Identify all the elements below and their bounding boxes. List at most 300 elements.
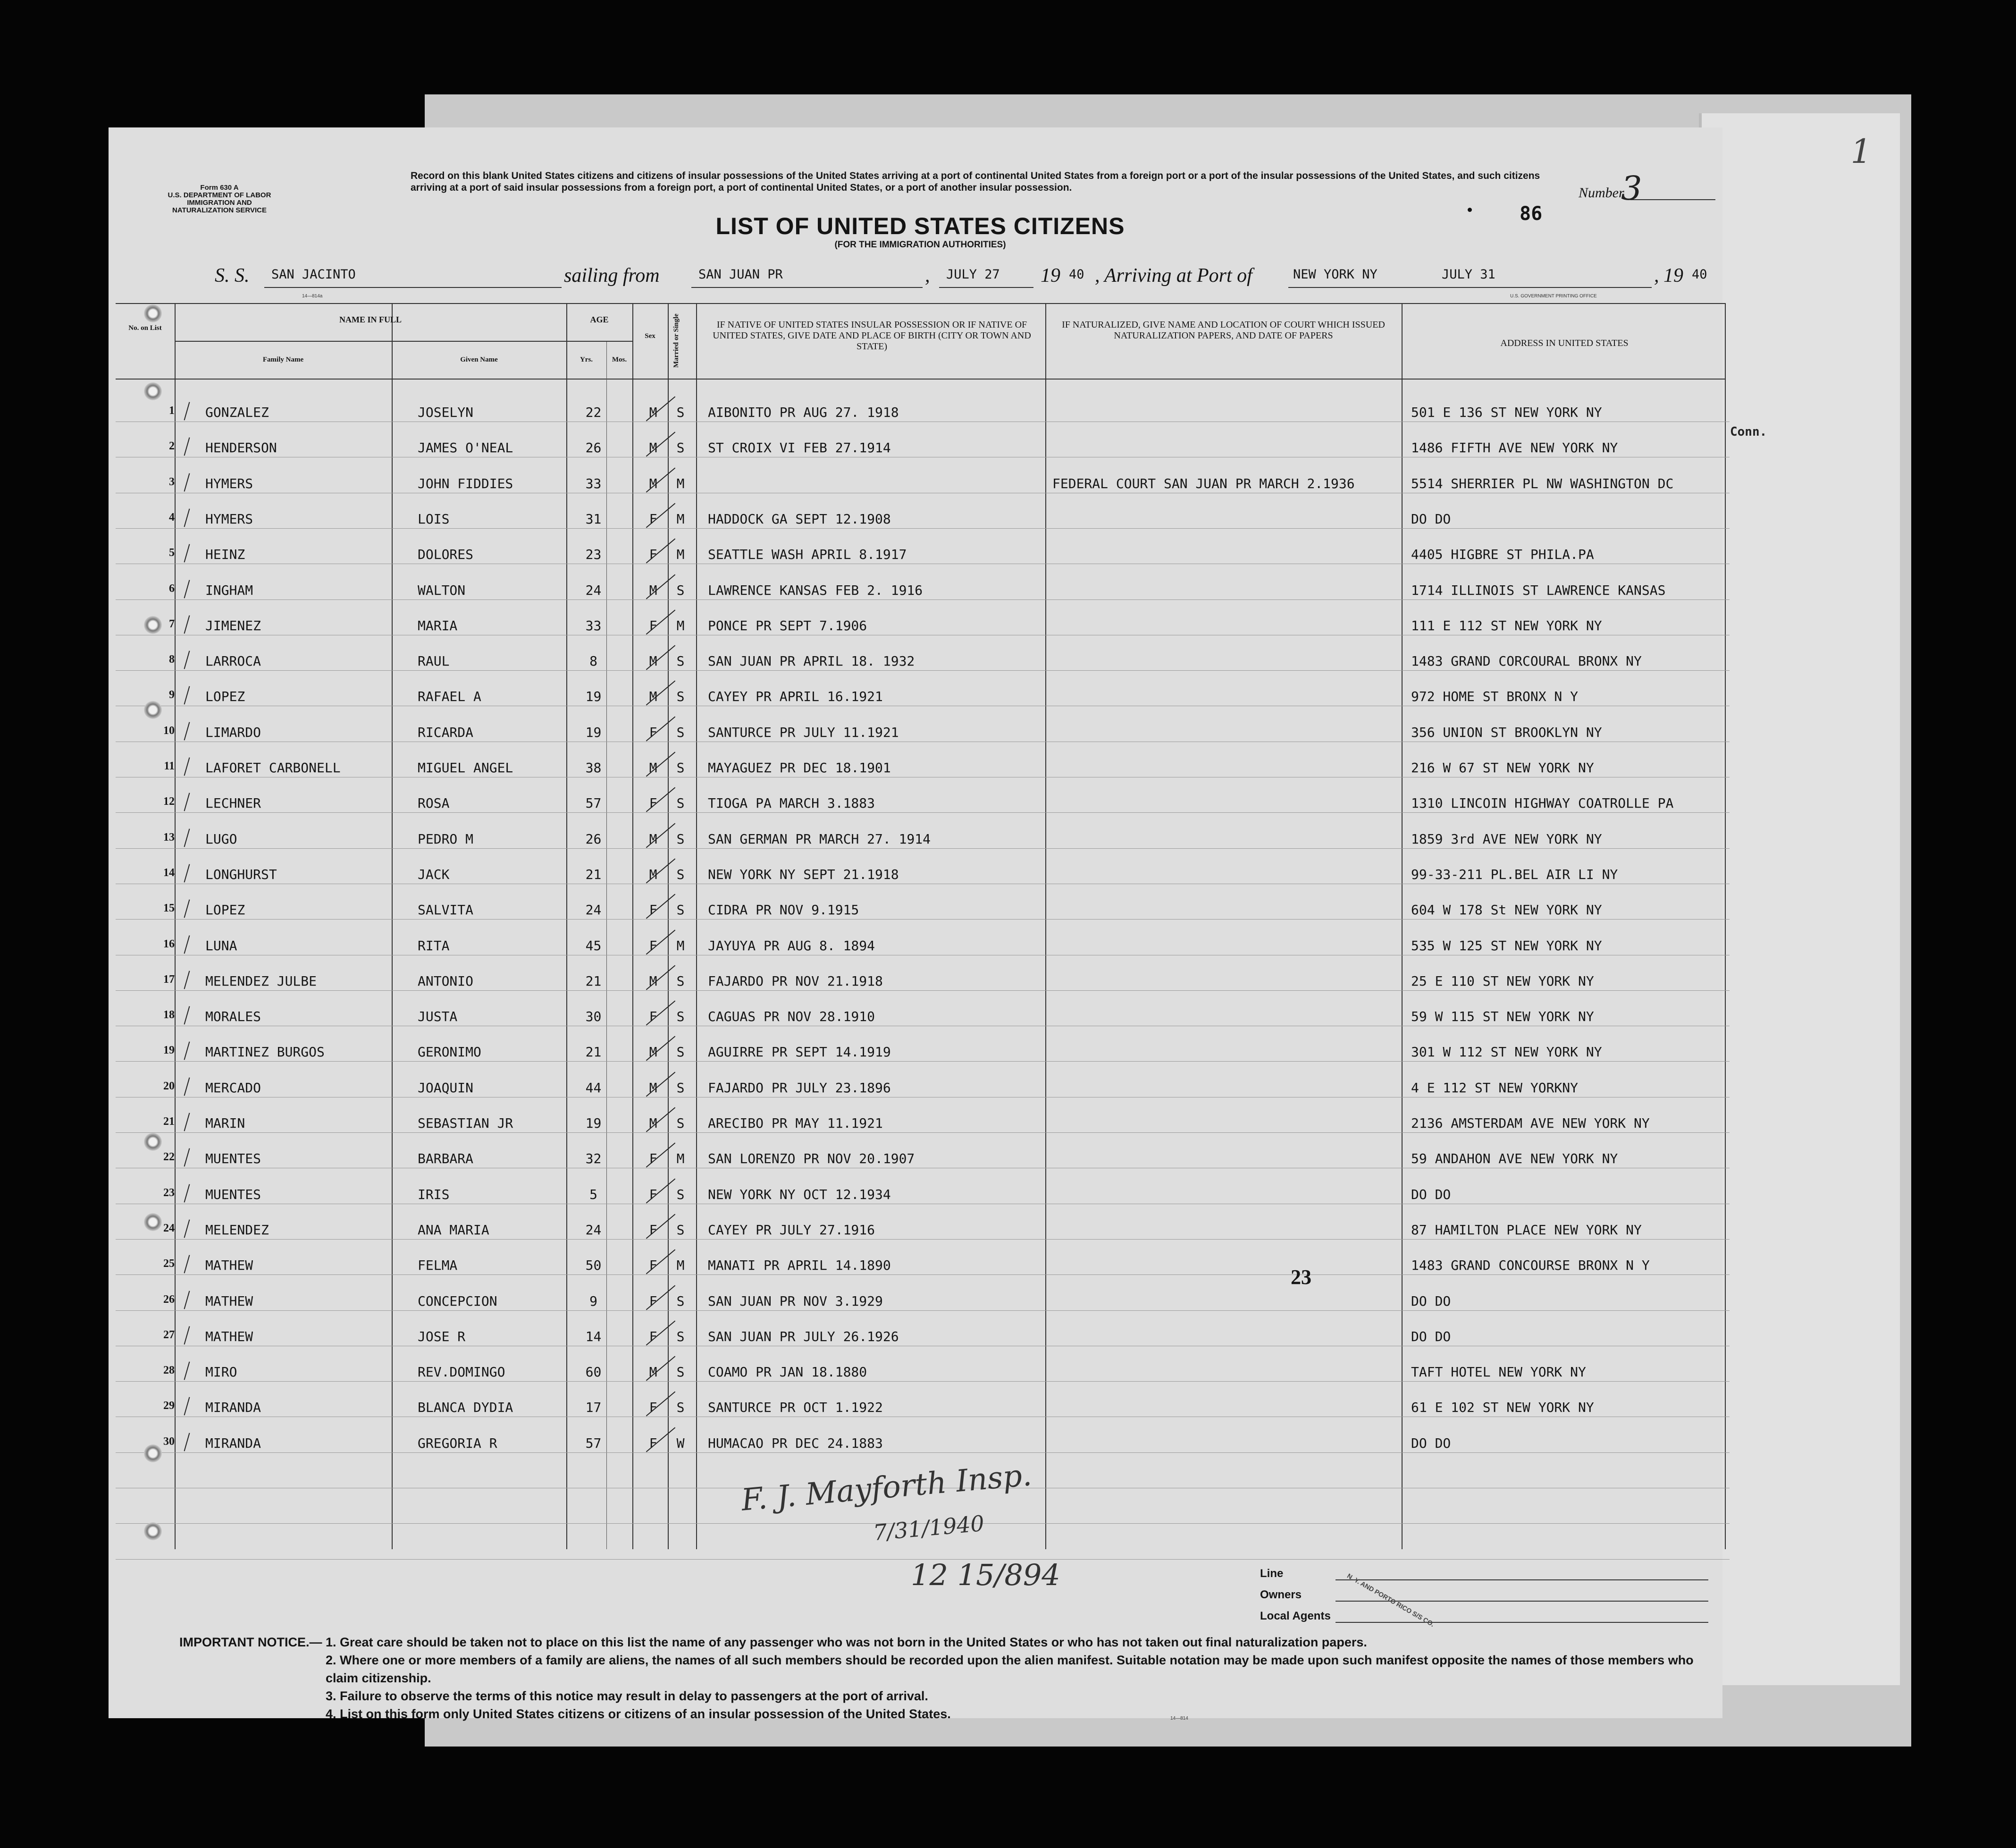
marital-status: S: [676, 1222, 685, 1238]
row-number: 23: [163, 1186, 175, 1199]
row-number: 22: [163, 1151, 175, 1164]
sex: F: [649, 1257, 657, 1274]
table-row: [116, 511, 1730, 547]
age-years: 9: [589, 1293, 597, 1309]
age-years: 19: [585, 1115, 602, 1131]
age-years: 21: [585, 1044, 602, 1060]
table-row: [116, 1187, 1730, 1222]
address: 1483 GRAND CORCOURAL BRONX NY: [1411, 653, 1642, 669]
sailing-label: sailing from: [564, 265, 660, 287]
sex: M: [649, 475, 657, 491]
stamp-number: 86: [1520, 203, 1543, 225]
family-name: MARIN: [205, 1115, 245, 1131]
marital-status: S: [676, 1115, 685, 1131]
address: 535 W 125 ST NEW YORK NY: [1411, 937, 1602, 954]
company-stamp: N. Y. AND PORTO RICO S/S CO.: [1346, 1572, 1436, 1629]
row-number: 19: [163, 1044, 175, 1057]
col-yrs: Yrs.: [580, 356, 593, 363]
address: 25 E 110 ST NEW YORK NY: [1411, 973, 1594, 989]
row-number: 10: [163, 724, 175, 737]
age-years: 14: [585, 1328, 602, 1344]
row-number: 26: [163, 1293, 175, 1306]
address: 87 HAMILTON PLACE NEW YORK NY: [1411, 1222, 1642, 1238]
birth-info: MAYAGUEZ PR DEC 18.1901: [708, 760, 891, 776]
arriving-label: Arriving at Port of: [1104, 265, 1252, 287]
binder-hole: [144, 1133, 162, 1151]
handwritten-code: 12 15/894: [911, 1558, 1060, 1592]
check-tick: [184, 900, 190, 918]
check-tick: [184, 580, 190, 598]
check-tick: [184, 1291, 190, 1309]
line-label: Line: [1260, 1567, 1284, 1580]
row-number: 6: [169, 582, 175, 595]
given-name: RAUL: [418, 653, 450, 669]
birth-info: SAN JUAN PR JULY 26.1926: [708, 1328, 899, 1344]
notice-item-4: 4. List on this form only United States citizens or citizens of an insular possession of the United States.: [326, 1707, 951, 1721]
family-name: LOPEZ: [205, 689, 245, 705]
row-number: 2: [169, 440, 175, 453]
family-name: LAFORET CARBONELL: [205, 760, 341, 776]
right-margin-fragment: Conn.: [1730, 425, 1767, 439]
col-given: Given Name: [460, 356, 498, 363]
number-value: 3: [1621, 169, 1642, 208]
given-name: LOIS: [418, 511, 450, 527]
table-row: [116, 1364, 1730, 1400]
sex: M: [649, 1364, 657, 1380]
family-name: MIRO: [205, 1364, 237, 1380]
row-number: 15: [163, 902, 175, 915]
given-name: IRIS: [418, 1186, 450, 1202]
family-name: MUENTES: [205, 1151, 261, 1167]
given-name: REV.DOMINGO: [418, 1364, 505, 1380]
table-row: [116, 1009, 1730, 1044]
sex: F: [649, 724, 657, 740]
age-years: 5: [589, 1186, 597, 1202]
arrive-year: 40: [1692, 267, 1707, 282]
table-row: [116, 831, 1730, 867]
family-name: HYMERS: [205, 475, 253, 491]
binder-hole: [144, 701, 162, 719]
address: 1310 LINCOIN HIGHWAY COATROLLE PA: [1411, 795, 1674, 811]
check-tick: [184, 438, 190, 456]
marital-status: M: [676, 937, 685, 954]
check-tick: [184, 544, 190, 563]
age-years: 24: [585, 582, 602, 598]
row-number: 20: [163, 1080, 175, 1092]
age-years: 26: [585, 440, 602, 456]
sex: F: [649, 1222, 657, 1238]
arrive-date: JULY 31: [1442, 267, 1495, 282]
family-name: MUENTES: [205, 1186, 261, 1202]
check-tick: [184, 1219, 190, 1238]
check-tick: [184, 508, 190, 527]
row-number: 28: [163, 1364, 175, 1377]
age-years: 45: [585, 937, 602, 954]
address: 216 W 67 ST NEW YORK NY: [1411, 760, 1594, 776]
family-name: LECHNER: [205, 795, 261, 811]
sex: F: [649, 1186, 657, 1202]
given-name: JUSTA: [418, 1009, 458, 1025]
birth-info: JAYUYA PR AUG 8. 1894: [708, 937, 875, 954]
marital-status: S: [676, 902, 685, 918]
given-name: JOSELYN: [418, 405, 474, 420]
birth-info: SANTURCE PR JULY 11.1921: [708, 724, 899, 740]
table-row: [116, 689, 1730, 724]
age-years: 22: [585, 405, 602, 420]
table-row: [116, 1435, 1730, 1471]
address: 59 ANDAHON AVE NEW YORK NY: [1411, 1151, 1618, 1167]
department-line: U.S. DEPARTMENT OF LABOR: [168, 191, 271, 199]
age-years: 31: [585, 511, 602, 527]
age-years: 21: [585, 973, 602, 989]
age-years: 19: [585, 689, 602, 705]
age-years: 21: [585, 866, 602, 882]
marital-status: W: [676, 1435, 685, 1451]
address: 5514 SHERRIER PL NW WASHINGTON DC: [1411, 475, 1674, 491]
table-row: [116, 1257, 1730, 1293]
service-line-2: NATURALIZATION SERVICE: [172, 206, 267, 214]
table-row: [116, 547, 1730, 582]
row-number: 8: [169, 653, 175, 666]
marital-status: M: [676, 617, 685, 633]
table-row: [116, 1329, 1730, 1364]
sex: F: [649, 795, 657, 811]
marital-status: M: [676, 1257, 685, 1274]
col-mos: Mos.: [612, 356, 627, 363]
ship-name: SAN JACINTO: [271, 267, 356, 282]
number-label: Number: [1579, 185, 1624, 201]
family-name: HYMERS: [205, 511, 253, 527]
table-row: [116, 582, 1730, 618]
manifest-page: [109, 127, 1722, 1721]
table-row: [116, 653, 1730, 689]
row-number: 29: [163, 1400, 175, 1412]
family-name: MELENDEZ: [205, 1222, 269, 1238]
row-number: 11: [164, 760, 175, 772]
family-name: LUNA: [205, 937, 237, 954]
age-years: 26: [585, 831, 602, 847]
sex: M: [649, 1080, 657, 1096]
birth-info: SAN LORENZO PR NOV 20.1907: [708, 1151, 915, 1167]
row-number: 3: [169, 475, 175, 488]
form-instructions: Record on this blank United States citizens and citizens of insular possessions of the United States arriving at a port of continental United States from a foreign port or a port of the insular possessions of the United States, and such citizens arriving at a port of said insular possessions from a foreign port, a port of continental United States, or a port of another insular possession.: [411, 170, 1540, 193]
form-number: Form 630 A: [200, 184, 239, 192]
table-row: [116, 1293, 1730, 1329]
marital-status: S: [676, 1186, 685, 1202]
row-number: 14: [163, 866, 175, 879]
marital-status: S: [676, 724, 685, 740]
row-number: 27: [163, 1328, 175, 1341]
row-number: 17: [163, 973, 175, 986]
given-name: FELMA: [418, 1257, 458, 1274]
age-years: 38: [585, 760, 602, 776]
check-tick: [184, 722, 190, 740]
birth-info: CIDRA PR NOV 9.1915: [708, 902, 859, 918]
table-row: [116, 618, 1730, 653]
address: 1859 3rd AVE NEW YORK NY: [1411, 831, 1602, 847]
address: 2136 AMSTERDAM AVE NEW YORK NY: [1411, 1115, 1650, 1131]
birth-info: SAN JUAN PR APRIL 18. 1932: [708, 653, 915, 669]
address: TAFT HOTEL NEW YORK NY: [1411, 1364, 1586, 1380]
age-years: 57: [585, 1435, 602, 1451]
row-number: 7: [169, 617, 175, 630]
given-name: WALTON: [418, 582, 466, 598]
birth-info: AGUIRRE PR SEPT 14.1919: [708, 1044, 891, 1060]
age-years: 19: [585, 724, 602, 740]
voyage-line: S. S. SAN JACINTO sailing from SAN JUAN PR , JULY 27 19 40 , Arriving at Port of NEW YORK NY JULY 31 , 19 40: [109, 264, 1722, 293]
address: 1483 GRAND CONCOURSE BRONX N Y: [1411, 1257, 1650, 1274]
given-name: GERONIMO: [418, 1044, 481, 1060]
address: 99-33-211 PL.BEL AIR LI NY: [1411, 866, 1618, 882]
family-name: MIRANDA: [205, 1400, 261, 1416]
table-row: [116, 1151, 1730, 1186]
address: 1486 FIFTH AVE NEW YORK NY: [1411, 440, 1618, 456]
given-name: MIGUEL ANGEL: [418, 760, 513, 776]
row-number: 12: [163, 795, 175, 808]
given-name: JAMES O'NEAL: [418, 440, 513, 456]
marital-status: S: [676, 405, 685, 420]
binder-hole: [144, 382, 162, 400]
given-name: BLANCA DYDIA: [418, 1400, 513, 1416]
given-name: ANA MARIA: [418, 1222, 489, 1238]
marital-status: M: [676, 547, 685, 563]
age-years: 44: [585, 1080, 602, 1096]
depart-year: 40: [1069, 267, 1084, 282]
address: DO DO: [1411, 1435, 1451, 1451]
marital-status: S: [676, 653, 685, 669]
owners-label: Owners: [1260, 1588, 1302, 1601]
address: 301 W 112 ST NEW YORK NY: [1411, 1044, 1602, 1060]
address: 4405 HIGBRE ST PHILA.PA: [1411, 547, 1594, 563]
family-name: MARTINEZ BURGOS: [205, 1044, 325, 1060]
check-tick: [184, 402, 190, 420]
birth-info: ST CROIX VI FEB 27.1914: [708, 440, 891, 456]
check-tick: [184, 1148, 190, 1167]
print-code-bottom: 14—814: [1170, 1716, 1188, 1721]
check-tick: [184, 1433, 190, 1451]
ss-label: S. S.: [215, 265, 250, 287]
sex: M: [649, 440, 657, 456]
notice-heading: IMPORTANT NOTICE.—: [179, 1635, 322, 1649]
birth-info: NEW YORK NY OCT 12.1934: [708, 1186, 891, 1202]
check-tick: [184, 1326, 190, 1344]
marital-status: S: [676, 1400, 685, 1416]
sex: M: [649, 582, 657, 598]
row-number: 30: [163, 1435, 175, 1448]
sex: F: [649, 511, 657, 527]
notice-item-1: 1. Great care should be taken not to place on this list the name of any passenger who was not born in the United States or who has not taken out final naturalization papers.: [326, 1635, 1367, 1649]
marital-status: S: [676, 1293, 685, 1309]
birth-info: PONCE PR SEPT 7.1906: [708, 617, 867, 633]
age-years: 60: [585, 1364, 602, 1380]
table-row: [116, 938, 1730, 973]
margin-note: 1: [1850, 132, 1872, 171]
check-tick: [184, 864, 190, 882]
page-subtitle: (FOR THE IMMIGRATION AUTHORITIES): [834, 240, 1006, 250]
print-code-top: 14—814a: [302, 294, 323, 299]
birth-info: SAN GERMAN PR MARCH 27. 1914: [708, 831, 931, 847]
sex: M: [649, 1044, 657, 1060]
col-naturalized: IF NATURALIZED, GIVE NAME AND LOCATION OF COURT WHICH ISSUED NATURALIZATION PAPERS, AND DATE OF PAPERS: [1062, 320, 1385, 341]
family-name: LARROCA: [205, 653, 261, 669]
age-years: 32: [585, 1151, 602, 1167]
given-name: SALVITA: [418, 902, 474, 918]
row-number: 9: [169, 689, 175, 701]
family-name: JIMENEZ: [205, 617, 261, 633]
address: 501 E 136 ST NEW YORK NY: [1411, 405, 1602, 420]
check-tick: [184, 828, 190, 847]
check-tick: [184, 1362, 190, 1380]
table-row: [116, 725, 1730, 760]
col-no: No. on List: [128, 324, 162, 332]
binder-hole: [144, 616, 162, 634]
table-row: [116, 1222, 1730, 1257]
birth-info: AIBONITO PR AUG 27. 1918: [708, 405, 899, 420]
notice-item-3: 3. Failure to observe the terms of this notice may result in delay to passengers at the port of arrival.: [326, 1689, 928, 1703]
family-name: HEINZ: [205, 547, 245, 563]
table-row: [116, 760, 1730, 795]
check-tick: [184, 1184, 190, 1202]
address: DO DO: [1411, 511, 1451, 527]
check-tick: [184, 651, 190, 669]
age-years: 30: [585, 1009, 602, 1025]
agents-label: Local Agents: [1260, 1610, 1331, 1622]
binder-hole: [144, 1522, 162, 1540]
check-tick: [184, 615, 190, 633]
birth-info: COAMO PR JAN 18.1880: [708, 1364, 867, 1380]
marital-status: S: [676, 440, 685, 456]
marital-status: S: [676, 1364, 685, 1380]
marital-status: M: [676, 475, 685, 491]
age-years: 33: [585, 617, 602, 633]
col-sex: Sex: [645, 332, 655, 340]
sex: F: [649, 1151, 657, 1167]
family-name: MATHEW: [205, 1293, 253, 1309]
marital-status: S: [676, 582, 685, 598]
sex: F: [649, 937, 657, 954]
age-years: 17: [585, 1400, 602, 1416]
sex: M: [649, 760, 657, 776]
col-age: AGE: [590, 315, 609, 324]
depart-year-prefix: 19: [1041, 265, 1060, 287]
age-years: 24: [585, 902, 602, 918]
address: 111 E 112 ST NEW YORK NY: [1411, 617, 1602, 633]
age-years: 57: [585, 795, 602, 811]
family-name: MORALES: [205, 1009, 261, 1025]
arrive-port: NEW YORK NY: [1293, 267, 1378, 282]
check-tick: [184, 1113, 190, 1131]
address: 59 W 115 ST NEW YORK NY: [1411, 1009, 1594, 1025]
table-row: [116, 440, 1730, 475]
table-row: [116, 1044, 1730, 1080]
birth-info: HADDOCK GA SEPT 12.1908: [708, 511, 891, 527]
sex: M: [649, 689, 657, 705]
marital-status: S: [676, 973, 685, 989]
sex: F: [649, 547, 657, 563]
page-title: LIST OF UNITED STATES CITIZENS: [715, 213, 1125, 239]
depart-date: JULY 27: [946, 267, 1000, 282]
row-number: 24: [163, 1222, 175, 1234]
col-married: Married or Single: [672, 313, 680, 368]
row-number: 18: [163, 1009, 175, 1021]
family-name: LIMARDO: [205, 724, 261, 740]
family-name: MELENDEZ JULBE: [205, 973, 317, 989]
family-name: LUGO: [205, 831, 237, 847]
row-number: 21: [163, 1115, 175, 1128]
given-name: SEBASTIAN JR: [418, 1115, 513, 1131]
given-name: MARIA: [418, 617, 458, 633]
check-tick: [184, 793, 190, 811]
family-name: GONZALEZ: [205, 405, 269, 420]
table-row: [116, 795, 1730, 831]
given-name: RICARDA: [418, 724, 474, 740]
row-number: 5: [169, 547, 175, 559]
sex: M: [649, 1115, 657, 1131]
table-row: [116, 476, 1730, 511]
family-name: MERCADO: [205, 1080, 261, 1096]
given-name: ANTONIO: [418, 973, 474, 989]
binder-hole: [144, 1213, 162, 1231]
col-address: ADDRESS IN UNITED STATES: [1500, 338, 1629, 348]
family-name: HENDERSON: [205, 440, 277, 456]
birth-info: LAWRENCE KANSAS FEB 2. 1916: [708, 582, 923, 598]
service-line-1: IMMIGRATION AND: [187, 199, 252, 207]
sex: F: [649, 1328, 657, 1344]
age-years: 24: [585, 1222, 602, 1238]
family-name: INGHAM: [205, 582, 253, 598]
given-name: CONCEPCION: [418, 1293, 497, 1309]
check-tick: [184, 970, 190, 989]
table-row: [116, 973, 1730, 1009]
row-number: 4: [169, 511, 175, 523]
birth-info: ARECIBO PR MAY 11.1921: [708, 1115, 883, 1131]
birth-info: NEW YORK NY SEPT 21.1918: [708, 866, 899, 882]
binder-hole: [144, 304, 162, 322]
marital-status: M: [676, 1151, 685, 1167]
row-number: 1: [169, 405, 175, 417]
given-name: JOSE R: [418, 1328, 466, 1344]
address: 4 E 112 ST NEW YORKNY: [1411, 1080, 1579, 1096]
given-name: BARBARA: [418, 1151, 474, 1167]
marital-status: S: [676, 1328, 685, 1344]
print-code-right: U.S. GOVERNMENT PRINTING OFFICE: [1510, 294, 1597, 299]
birth-info: FAJARDO PR JULY 23.1896: [708, 1080, 891, 1096]
family-name: LOPEZ: [205, 902, 245, 918]
address: 972 HOME ST BRONX N Y: [1411, 689, 1579, 705]
sex: M: [649, 973, 657, 989]
address: 1714 ILLINOIS ST LAWRENCE KANSAS: [1411, 582, 1666, 598]
sex: M: [649, 405, 657, 420]
marital-status: S: [676, 1044, 685, 1060]
birth-info: TIOGA PA MARCH 3.1883: [708, 795, 875, 811]
check-tick: [184, 473, 190, 491]
check-tick: [184, 1042, 190, 1060]
from-port: SAN JUAN PR: [698, 267, 783, 282]
birth-info: SEATTLE WASH APRIL 8.1917: [708, 547, 907, 563]
marital-status: S: [676, 1080, 685, 1096]
family-name: MATHEW: [205, 1257, 253, 1274]
address: DO DO: [1411, 1293, 1451, 1309]
birth-info: MANATI PR APRIL 14.1890: [708, 1257, 891, 1274]
row-number: 16: [163, 937, 175, 950]
inspector-signature: F. J. Mayforth Insp.: [739, 1458, 1033, 1518]
age-years: 50: [585, 1257, 602, 1274]
notice-item-2: 2. Where one or more members of a family are aliens, the names of all such members should be recorded upon the alien manifest. Suitable notation may be made upon such manifest opposite the names of those members who claim citizenship.: [326, 1653, 1694, 1685]
number-underline: [1630, 199, 1715, 200]
family-name: MIRANDA: [205, 1435, 261, 1451]
col-birth: IF NATIVE OF UNITED STATES INSULAR POSSESSION OR IF NATIVE OF UNITED STATES, GIVE DATE AND PLACE OF BIRTH (CITY OR TOWN AND STATE): [713, 320, 1031, 352]
col-family: Family Name: [262, 356, 304, 363]
